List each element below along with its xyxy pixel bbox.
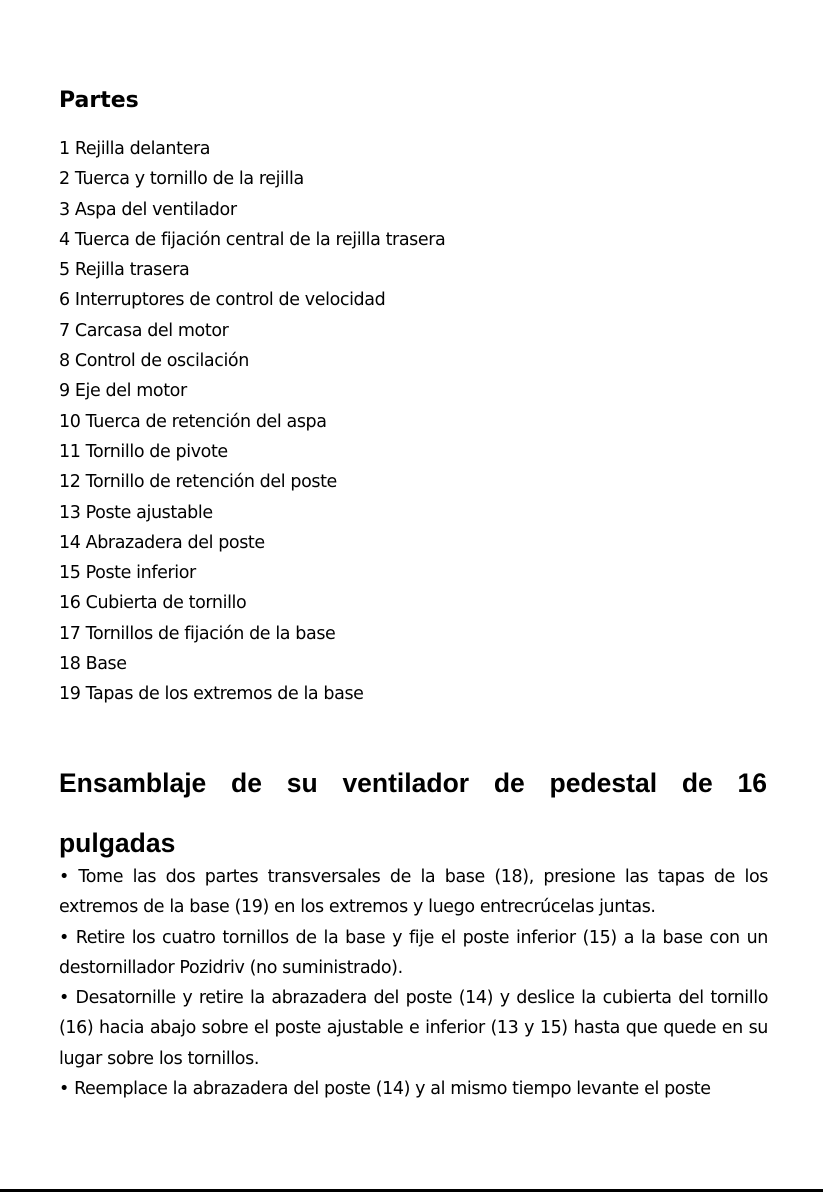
part-item-9: 9 Eje del motor [59,381,187,402]
assembly-heading-line1: Ensamblaje de su ventilador de pedestal de 16 [59,768,767,798]
assembly-heading-line2: pulgadas [59,828,176,858]
part-item-3: 3 Aspa del ventilador [59,199,237,220]
instruction-paragraph-4: • Reemplace la abrazadera del poste (14) y al mismo tiempo levante el poste [59,1079,711,1100]
part-item-15: 15 Poste inferior [59,563,196,584]
part-item-16: 16 Cubierta de tornillo [59,593,247,614]
instruction-paragraph-3: • Desatornille y retire la abrazadera del poste (14) y deslice la cubierta del tornillo (16) hacia abajo sobre el poste ajustable e inferior (13 y 15) hasta que quede en su lugar sobre los tornillos. [59,988,768,1069]
parts-list [59,134,445,710]
part-item-5: 5 Rejilla trasera [59,260,190,281]
part-item-1: 1 Rejilla delantera [59,139,211,159]
part-item-14: 14 Abrazadera del poste [59,532,265,553]
part-item-13: 13 Poste ajustable [59,502,213,523]
part-item-2: 2 Tuerca y tornillo de la rejilla [59,169,304,190]
part-item-17: 17 Tornillos de fijación de la base [59,623,336,644]
part-item-12: 12 Tornillo de retención del poste [59,472,337,493]
instruction-paragraph-1: • Tome las dos partes transversales de la base (18), presione las tapas de los extremos de la base (19) en los extremos y luego entrecrúcelas juntas. [59,867,768,918]
part-item-8: 8 Control de oscilación [59,351,249,372]
part-item-10: 10 Tuerca de retención del aspa [59,411,327,432]
assembly-heading [59,753,767,873]
part-item-4: 4 Tuerca de fijación central de la rejilla trasera [59,229,446,250]
part-item-19: 19 Tapas de los extremos de la base [59,684,364,705]
part-item-18: 18 Base [59,654,127,675]
part-item-7: 7 Carcasa del motor [59,320,229,341]
assembly-instructions [59,862,768,1104]
parts-title: Partes [59,88,139,113]
part-item-11: 11 Tornillo de pivote [59,441,228,462]
part-item-6: 6 Interruptores de control de velocidad [59,290,386,311]
instruction-paragraph-2: • Retire los cuatro tornillos de la base y fije el poste inferior (15) a la base con un destornillador Pozidriv (no suministrado). [59,927,768,978]
